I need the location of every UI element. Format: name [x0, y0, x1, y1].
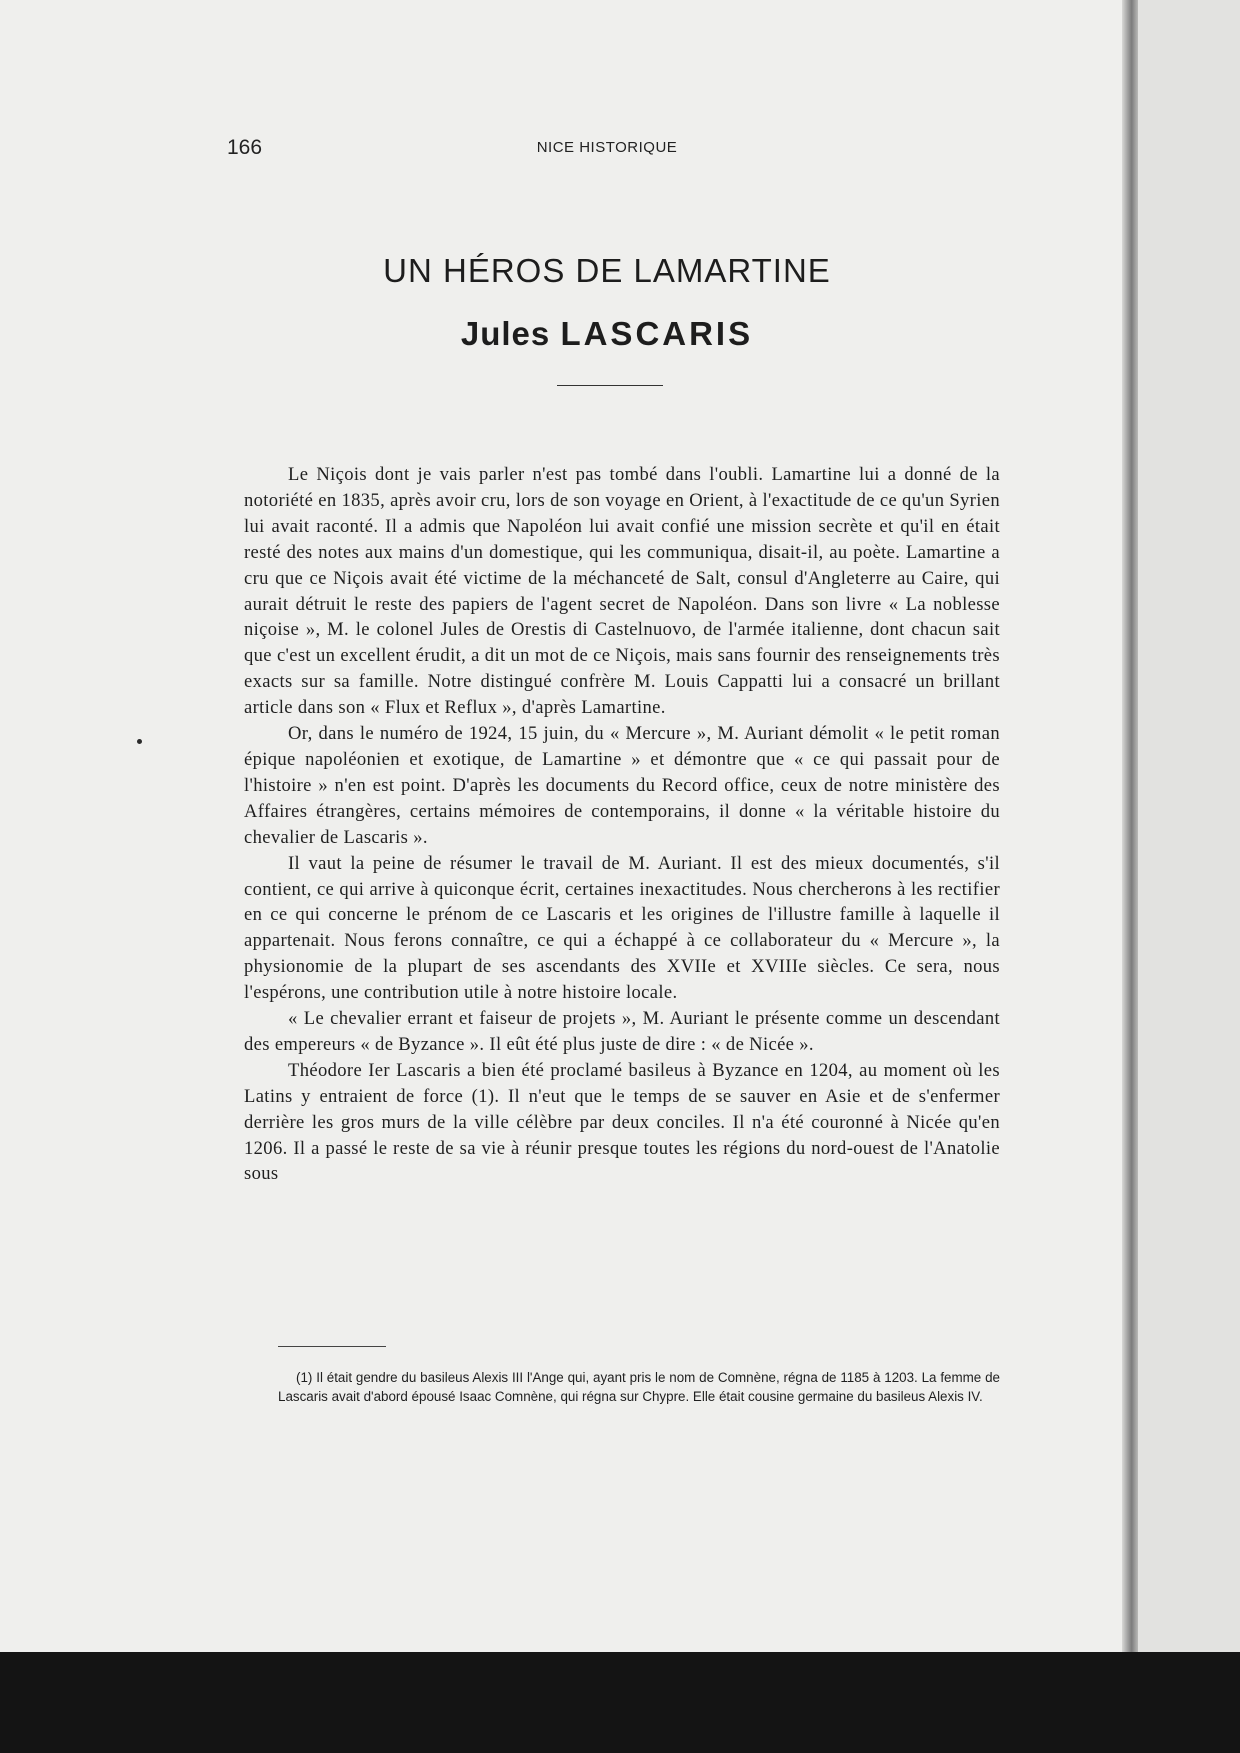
journal-title: NICE HISTORIQUE — [536, 139, 678, 156]
paragraph: Le Niçois dont je vais parler n'est pas tombé dans l'oubli. Lamartine lui a donné de la notoriété en 1835, après avoir cru, lors de son voyage en Orient, à l'exactitude de ce qu'un Syrien lui avait raconté. Il a admis que Napoléon lui avait confié une mission secrète et qu'il en était resté des notes aux mains d'un domestique, qui les communiqua, disait-il, au poète. Lamartine a cru que ce Niçois avait été victime de la méchanceté de Salt, consul d'Angleterre au Caire, qui aurait détruit le reste des papiers de l'agent secret de Napoléon. Dans son livre « La noblesse niçoise », M. le colonel Jules de Orestis di Castelnuovo, de l'armée italienne, dont chacun sait que c'est un excellent érudit, a dit un mot de ce Niçois, mais sans fournir des renseignements très exacts sur sa famille. Notre distingué confrère M. Louis Cappatti lui a consacré un brillant article dans son « Flux et Reflux », d'après Lamartine. — [244, 464, 1000, 719]
footnote — [278, 1368, 1000, 1406]
subtitle-given-name: Jules — [460, 315, 551, 352]
article-body — [244, 462, 1000, 1187]
title-divider — [557, 385, 663, 386]
subtitle-surname: LASCARIS — [560, 315, 754, 352]
paragraph: « Le chevalier errant et faiseur de projets », M. Auriant le présente comme un descendant des empereurs « de Byzance ». Il eût été plus juste de dire : « de Nicée ». — [244, 1008, 1000, 1055]
running-head — [227, 136, 987, 166]
footnote-marker: (1) — [296, 1370, 313, 1385]
scan-speck — [137, 739, 142, 744]
scanner-bed-edge — [0, 1652, 1240, 1753]
paragraph: Il vaut la peine de résumer le travail de M. Auriant. Il est des mieux documentés, s'il contient, ce qui arrive à quiconque écrit, certaines inexactitudes. Nous chercherons à les rectifier en ce qui concerne le prénom de ce Lascaris et les origines de l'illustre famille à laquelle il appartenait. Nous ferons connaître, ce qui a échappé à ce collaborateur du « Mercure », la physionomie de la plupart de ses ascendants des XVIIe et XVIIIe siècles. Ce sera, nous l'espérons, une contribution utile à notre histoire locale. — [244, 852, 1000, 1004]
footnote-text: Il était gendre du basileus Alexis III l'Ange qui, ayant pris le nom de Comnène, régna de 1185 à 1203. La femme de Lascaris avait d'abord épousé Isaac Comnène, qui régna sur Chypre. Elle était cousine germaine du basileus Alexis IV. — [278, 1370, 1000, 1404]
page-number: 166 — [227, 136, 263, 159]
article-title: UN HÉROS DE LAMARTINE — [383, 252, 831, 289]
facing-page-edge — [1138, 0, 1240, 1652]
paragraph: Théodore Ier Lascaris a bien été proclamé basileus à Byzance en 1204, au moment où les Latins y entraient de force (1). Il n'eut que le temps de se sauver en Asie et de s'enfermer derrière les gros murs de la ville célèbre par deux conciles. Il n'a été couronné à Nicée qu'en 1206. Il a passé le reste de sa vie à réunir presque toutes les régions du nord-ouest de l'Anatolie sous — [244, 1059, 1000, 1185]
paragraph: Or, dans le numéro de 1924, 15 juin, du « Mercure », M. Auriant démolit « le petit roman épique napoléonien et exotique, de Lamartine » et démontre que « ce qui passait pour de l'histoire » n'en est point. D'après les documents du Record office, ceux de notre ministère des Affaires étrangères, certains mémoires de contemporains, il donne « la véritable histoire du chevalier de Lascaris ». — [244, 723, 1000, 848]
article-subtitle — [227, 315, 987, 353]
binding-gutter — [1122, 0, 1138, 1652]
footnote-divider — [278, 1346, 386, 1347]
